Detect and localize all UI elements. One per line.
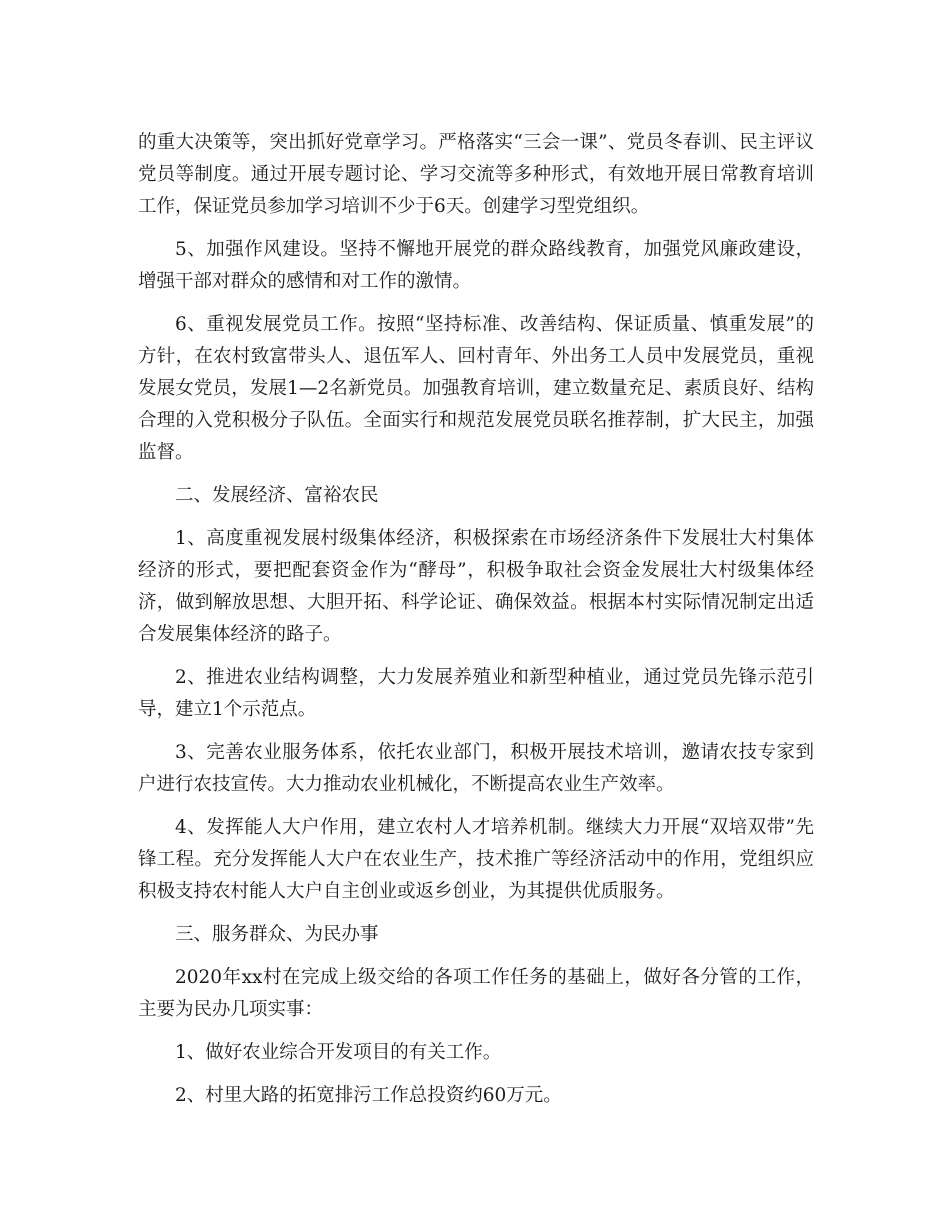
paragraph-service-2: 2、村里大路的拓宽排污工作总投资约60万元。 (175, 1085, 562, 1106)
section-heading-3: 三、服务群众、为民办事 (175, 924, 379, 945)
paragraph-continuation: 的重大决策等，突出抓好党章学习。严格落实“三会一课”、党员冬春训、民主评议党员等制度。通过开展专题讨论、学习交流等多种形式，有效地开展日常教育培训工作，保证党员参加学习培训不少于6天。创建学习型党组织。 (138, 132, 814, 217)
paragraph-econ-1: 1、高度重视发展村级集体经济，积极探索在市场经济条件下发展壮大村集体经济的形式，要把配套资金作为“酵母”，积极争取社会资金发展壮大村级集体经济，做到解放思想、大胆开拓、科学论证、确保效益。根据本村实际情况制定出适合发展集体经济的路子。 (138, 528, 814, 645)
paragraph-item-5: 5、加强作风建设。坚持不懈地开展党的群众路线教育，加强党风廉政建设，增强干部对群众的感情和对工作的激情。 (138, 239, 814, 292)
document-body (138, 127, 814, 1123)
section-heading-2: 二、发展经济、富裕农民 (175, 485, 379, 506)
paragraph-econ-4: 4、发挥能人大户作用，建立农村人才培养机制。继续大力开展“双培双带”先锋工程。充分发挥能人大户在农业生产，技术推广等经济活动中的作用，党组织应积极支持农村能人大户自主创业或返乡创业，为其提供优质服务。 (138, 817, 814, 902)
paragraph-service-1: 1、做好农业综合开发项目的有关工作。 (175, 1042, 502, 1063)
paragraph-econ-3: 3、完善农业服务体系，依托农业部门，积极开展技术培训，邀请农技专家到户进行农技宣传。大力推动农业机械化，不断提高农业生产效率。 (138, 742, 814, 795)
paragraph-service-intro: 2020年xx村在完成上级交给的各项工作任务的基础上，做好各分管的工作，主要为民办几项实事： (138, 967, 814, 1020)
paragraph-item-6: 6、重视发展党员工作。按照“坚持标准、改善结构、保证质量、慎重发展”的方针，在农村致富带头人、退伍军人、回村青年、外出务工人员中发展党员，重视发展女党员，发展1—2名新党员。加强教育培训，建立数量充足、素质良好、结构合理的入党积极分子队伍。全面实行和规范发展党员联名推荐制，扩大民主，加强监督。 (138, 314, 814, 463)
paragraph-econ-2: 2、推进农业结构调整，大力发展养殖业和新型种植业，通过党员先锋示范引导，建立1个示范点。 (138, 667, 814, 720)
